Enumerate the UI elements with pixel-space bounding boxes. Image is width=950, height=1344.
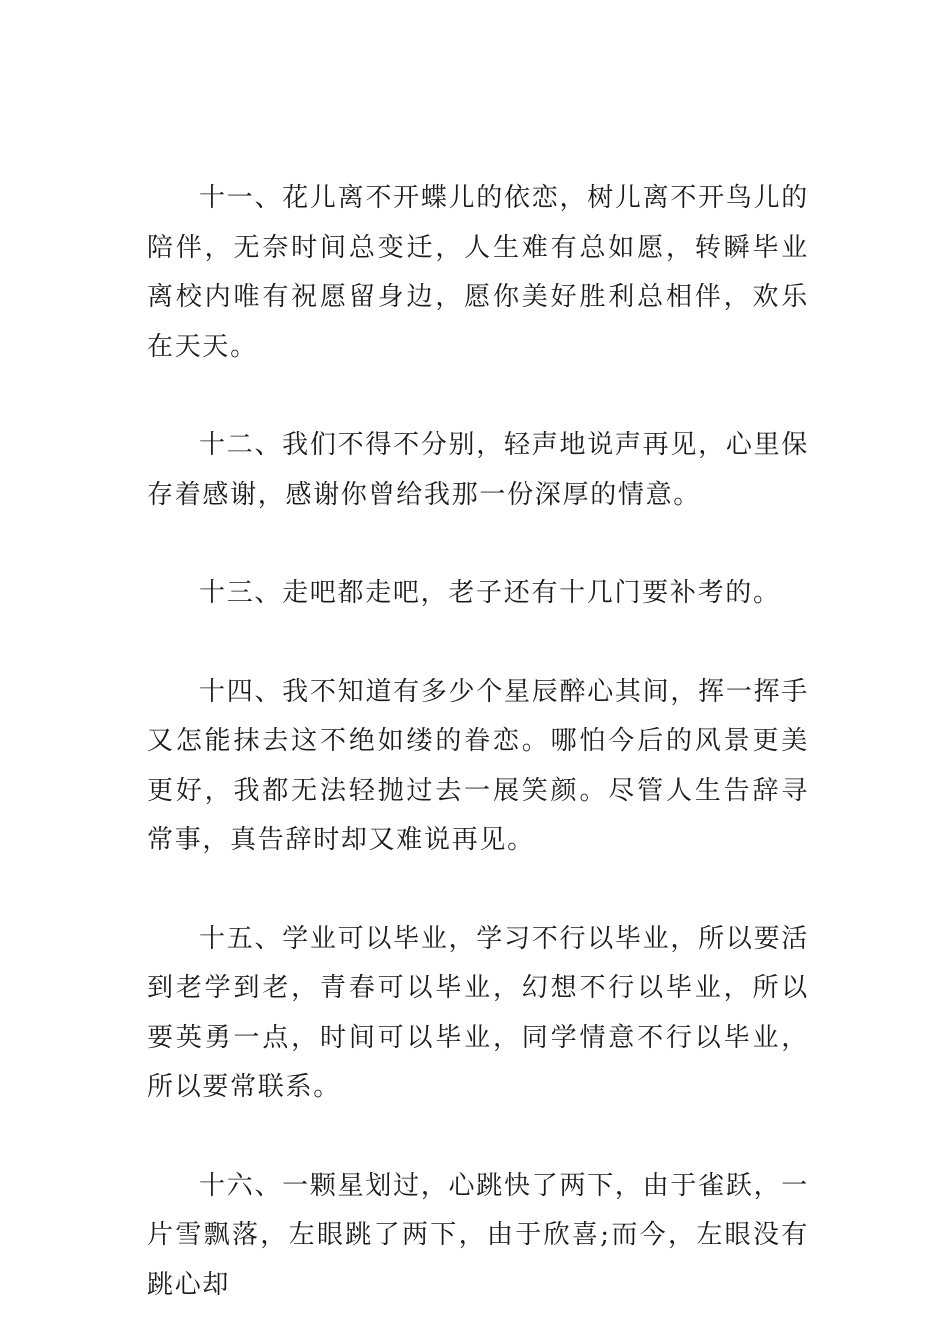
paragraph-11: 十一、花儿离不开蝶儿的依恋，树儿离不开鸟儿的陪伴，无奈时间总变迁，人生难有总如愿，转瞬毕业离校内唯有祝愿留身边，愿你美好胜利总相伴，欢乐在天天。 [147,183,809,362]
paragraph-16: 十六、一颗星划过，心跳快了两下，由于雀跃，一片雪飘落，左眼跳了两下，由于欣喜;而今，左眼没有跳心却 [147,1170,809,1300]
paragraph-12: 十二、我们不得不分别，轻声地说声再见，心里保存着感谢，感谢你曾给我那一份深厚的情意。 [147,430,809,510]
paragraph-13: 十三、走吧都走吧，老子还有十几门要补考的。 [199,578,781,608]
paragraph-15: 十五、学业可以毕业，学习不行以毕业，所以要活到老学到老，青春可以毕业，幻想不行以毕业，所以要英勇一点，时间可以毕业，同学情意不行以毕业，所以要常联系。 [147,923,809,1102]
document-body [147,174,809,1310]
paragraph-14: 十四、我不知道有多少个星辰醉心其间，挥一挥手又怎能抹去这不绝如缕的眷恋。哪怕今后的风景更美更好，我都无法轻抛过去一展笑颜。尽管人生告辞寻常事，真告辞时却又难说再见。 [147,676,809,855]
